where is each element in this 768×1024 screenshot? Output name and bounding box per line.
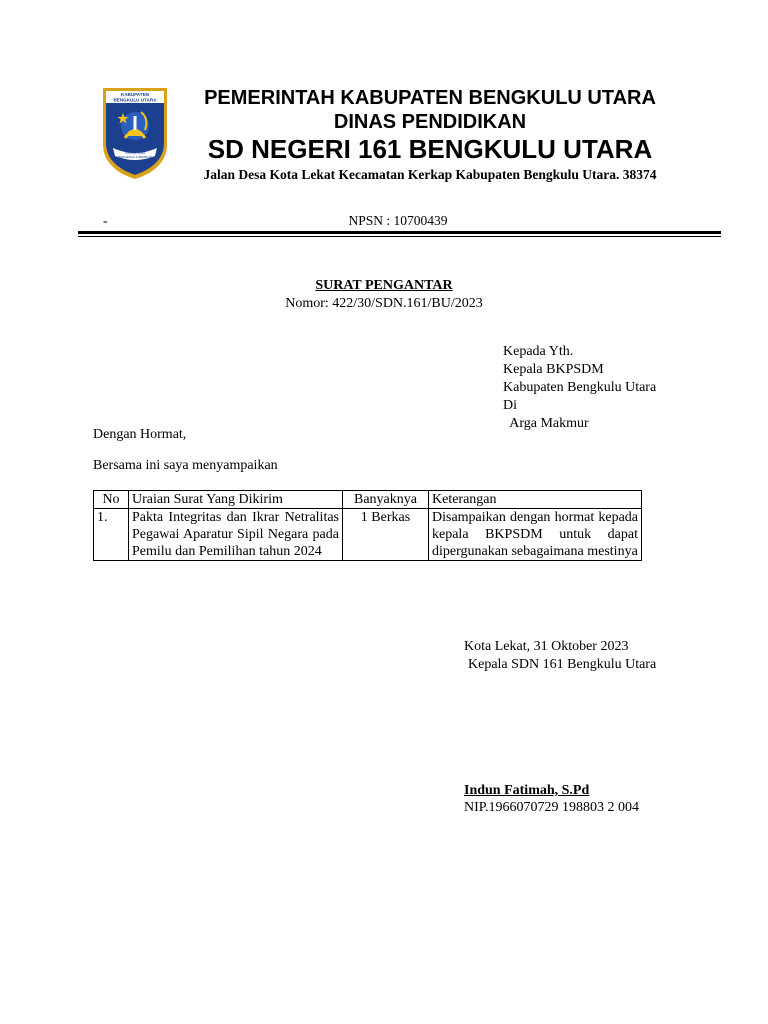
items-table xyxy=(93,490,642,561)
letterhead-dash: - xyxy=(103,213,108,228)
table-row xyxy=(94,509,642,561)
svg-text:PERSATUAN: PERSATUAN xyxy=(125,151,145,155)
svg-text:KABUPATEN: KABUPATEN xyxy=(120,92,150,97)
recipient-line: Kepada Yth. xyxy=(503,344,574,359)
signature-nip: NIP.1966070729 198803 2 004 xyxy=(464,800,640,815)
regency-shield-emblem xyxy=(101,86,169,180)
recipient-block xyxy=(503,343,656,433)
cell-no: 1. xyxy=(94,509,129,561)
svg-text:BENGKULU UTARA: BENGKULU UTARA xyxy=(113,97,157,103)
letterhead-school-name: SD NEGERI 161 BENGKULU UTARA xyxy=(207,134,653,164)
recipient-line: Di xyxy=(503,398,517,413)
signature-position: Kepala SDN 161 Bengkulu Utara xyxy=(468,657,657,672)
recipient-line: Kepala BKPSDM xyxy=(503,362,604,377)
signature-place-date: Kota Lekat, 31 Oktober 2023 xyxy=(464,639,629,654)
letterhead-department: DINAS PENDIDIKAN xyxy=(333,111,527,133)
table-header-row xyxy=(94,491,642,509)
letter-title: SURAT PENGANTAR xyxy=(315,278,453,293)
recipient-line: Arga Makmur xyxy=(503,416,589,431)
letterhead-address: Jalan Desa Kota Lekat Kecamatan Kerkap Kabupaten Bengkulu Utara. 38374 xyxy=(203,167,657,182)
cell-description: Pakta Integritas dan Ikrar Netralitas Pegawai Aparatur Sipil Negara pada Pemilu dan Pemilihan tahun 2024 xyxy=(129,509,343,561)
letterhead-government: PEMERINTAH KABUPATEN BENGKULU UTARA xyxy=(204,87,656,109)
letterhead-rule-thick xyxy=(78,231,721,234)
header-description: Uraian Surat Yang Dikirim xyxy=(129,491,343,509)
letterhead-rule-thin xyxy=(78,236,721,237)
cell-remarks: Disampaikan dengan hormat kepada kepala BKPSDM untuk dapat dipergunakan sebagaimana mestinya xyxy=(429,509,642,561)
letter-number: Nomor: 422/30/SDN.161/BU/2023 xyxy=(285,296,483,311)
header-no: No xyxy=(94,491,129,509)
signature-name: Indun Fatimah, S.Pd xyxy=(464,783,590,798)
cell-quantity: 1 Berkas xyxy=(343,509,429,561)
regency-logo xyxy=(101,86,169,180)
svg-text:BERGERAK & BERBUDI: BERGERAK & BERBUDI xyxy=(118,155,152,159)
recipient-line: Kabupaten Bengkulu Utara xyxy=(503,380,657,395)
greeting: Dengan Hormat, xyxy=(93,427,187,442)
header-remarks: Keterangan xyxy=(429,491,642,509)
header-quantity: Banyaknya xyxy=(343,491,429,509)
intro-text: Bersama ini saya menyampaikan xyxy=(93,458,278,473)
letterhead-npsn: NPSN : 10700439 xyxy=(348,213,448,228)
